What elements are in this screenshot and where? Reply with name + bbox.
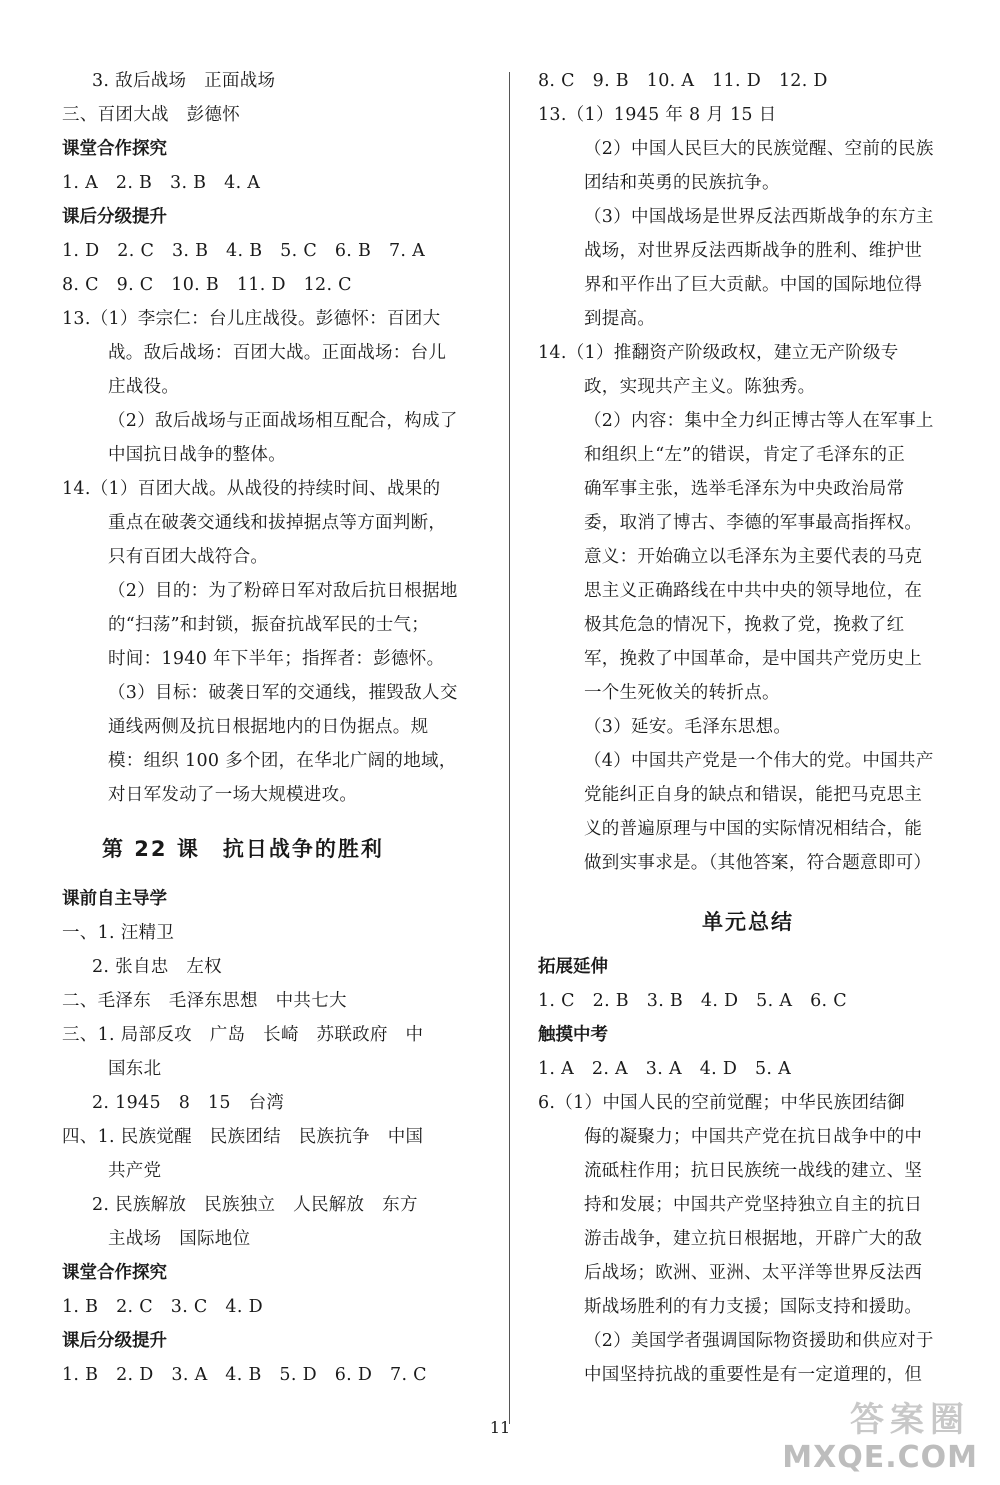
answer-line: 8. C 9. B 10. A 11. D 12. D	[538, 71, 828, 91]
answer-line: 思主义正确路线在中共中央的领导地位，在	[584, 581, 923, 601]
left-column-part-2	[62, 882, 482, 1392]
answer-line: 中国抗日战争的整体。	[108, 445, 286, 465]
right-column	[538, 64, 958, 1392]
answer-line: 和组织上“左”的错误，肯定了毛泽东的正	[584, 445, 906, 465]
section-heading: 课后分级提升	[62, 207, 167, 227]
answer-line: 斯战场胜利的有力支援；国际支持和援助。	[584, 1297, 923, 1317]
answer-line: 1. B 2. C 3. C 4. D	[62, 1297, 263, 1317]
answer-line: 中国坚持抗战的重要性是有一定道理的，但	[584, 1365, 923, 1385]
answer-line: 模：组织 100 多个团，在华北广阔的地域，	[108, 751, 457, 771]
answer-line: 侮的凝聚力；中国共产党在抗日战争中的中	[584, 1127, 923, 1147]
answer-line: 1. A 2. A 3. A 4. D 5. A	[538, 1059, 792, 1079]
answer-line: （2）中国人民巨大的民族觉醒、空前的民族	[584, 139, 934, 159]
answer-line: 委，取消了博古、李德的军事最高指挥权。	[584, 513, 923, 533]
answer-line: （2）目的：为了粉碎日军对敌后抗日根据地	[108, 581, 458, 601]
answer-line: 共产党	[108, 1161, 162, 1181]
column-divider	[509, 72, 510, 1424]
answer-line: 党能纠正自身的缺点和错误，能把马克思主	[584, 785, 923, 805]
answer-line: 8. C 9. C 10. B 11. D 12. C	[62, 275, 352, 295]
answer-line: 主战场 国际地位	[108, 1229, 251, 1249]
answer-line: 做到实事求是。（其他答案，符合题意即可）	[584, 853, 932, 873]
answer-line: 流砥柱作用；抗日民族统一战线的建立、坚	[584, 1161, 923, 1181]
answer-line: （3）延安。毛泽东思想。	[584, 717, 792, 737]
answer-line: 界和平作出了巨大贡献。中国的国际地位得	[584, 275, 923, 295]
answer-line: 战。敌后战场：百团大战。正面战场：台儿	[108, 343, 447, 363]
answer-line: 持和发展；中国共产党坚持独立自主的抗日	[584, 1195, 923, 1215]
answer-line: 到提高。	[584, 309, 656, 329]
answer-line: 2. 民族解放 民族独立 人民解放 东方	[92, 1195, 418, 1215]
answer-line: 1. C 2. B 3. B 4. D 5. A 6. C	[538, 991, 847, 1011]
answer-line: 庄战役。	[108, 377, 180, 397]
answer-line: 1. A 2. B 3. B 4. A	[62, 173, 261, 193]
right-column-part-2	[538, 950, 958, 1392]
answer-line: 的“扫荡”和封锁，振奋抗战军民的士气；	[108, 615, 430, 635]
answer-line: 时间：1940 年下半年；指挥者：彭德怀。	[108, 649, 445, 669]
unit-title: 单元总结	[702, 910, 794, 934]
answer-line: 13.（1）李宗仁：台儿庄战役。彭德怀：百团大	[62, 309, 441, 329]
answer-line: 1. B 2. D 3. A 4. B 5. D 6. D 7. C	[62, 1365, 427, 1385]
answer-line: 战场，对世界反法西斯战争的胜利、维护世	[584, 241, 923, 261]
answer-line: 确军事主张，选举毛泽东为中央政治局常	[584, 479, 905, 499]
answer-line: 义的普遍原理与中国的实际情况相结合，能	[584, 819, 923, 839]
left-column-part-1	[62, 64, 482, 812]
answer-line: （2）内容：集中全力纠正博古等人在军事上	[584, 411, 934, 431]
answer-line: 军，挽救了中国革命，是中国共产党历史上	[584, 649, 923, 669]
answer-line: 一个生死攸关的转折点。	[584, 683, 780, 703]
answer-line: 2. 1945 8 15 台湾	[92, 1093, 285, 1113]
answer-line: 意义：开始确立以毛泽东为主要代表的马克	[584, 547, 923, 567]
answer-line: 3. 敌后战场 正面战场	[92, 71, 276, 91]
section-heading: 课后分级提升	[62, 1331, 167, 1351]
section-heading: 课堂合作探究	[62, 1263, 167, 1283]
answer-line: 政，实现共产主义。陈独秀。	[584, 377, 816, 397]
answer-line: 2. 张自忠 左权	[92, 957, 222, 977]
page-number: 11	[489, 1418, 511, 1437]
answer-line: 1. D 2. C 3. B 4. B 5. C 6. B 7. A	[62, 241, 426, 261]
answer-line: 团结和英勇的民族抗争。	[584, 173, 780, 193]
answer-line: （2）敌后战场与正面战场相互配合，构成了	[108, 411, 458, 431]
answer-line: 国东北	[108, 1059, 162, 1079]
answer-line: 三、1. 局部反攻 广岛 长崎 苏联政府 中	[62, 1025, 424, 1045]
answer-line: 6.（1）中国人民的空前觉醒；中华民族团结御	[538, 1093, 905, 1113]
section-heading: 课前自主导学	[62, 889, 167, 909]
lesson-title: 第 22 课 抗日战争的胜利	[102, 837, 384, 861]
section-heading: 拓展延伸	[538, 957, 608, 977]
answer-line: 二、毛泽东 毛泽东思想 中共七大	[62, 991, 347, 1011]
answer-line: 对日军发动了一场大规模进攻。	[108, 785, 358, 805]
answer-line: 只有百团大战符合。	[108, 547, 269, 567]
answer-line: 三、百团大战 彭德怀	[62, 105, 240, 125]
watermark-top-text: 答案圈	[850, 1400, 970, 1440]
section-heading: 触摸中考	[538, 1025, 608, 1045]
answer-line: 14.（1）百团大战。从战役的持续时间、战果的	[62, 479, 441, 499]
answer-line: 极其危急的情况下，挽救了党，挽救了红	[584, 615, 905, 635]
answer-line: 13.（1）1945 年 8 月 15 日	[538, 105, 777, 125]
answer-line: 四、1. 民族觉醒 民族团结 民族抗争 中国	[62, 1127, 424, 1147]
section-heading: 课堂合作探究	[62, 139, 167, 159]
answer-line: 后战场；欧洲、亚洲、太平洋等世界反法西	[584, 1263, 923, 1283]
answer-line: 14.（1）推翻资产阶级政权，建立无产阶级专	[538, 343, 899, 363]
answer-line: 游击战争，建立抗日根据地，开辟广大的敌	[584, 1229, 923, 1249]
answer-line: 通线两侧及抗日根据地内的日伪据点。规	[108, 717, 429, 737]
answer-line: （3）目标：破袭日军的交通线，摧毁敌人交	[108, 683, 458, 703]
left-column	[62, 64, 482, 1392]
answer-line: （4）中国共产党是一个伟大的党。中国共产	[584, 751, 934, 771]
watermark-url-text: MXQE.COM	[782, 1440, 978, 1475]
right-column-part-1	[538, 64, 958, 880]
answer-line: 一、1. 汪精卫	[62, 923, 175, 943]
answer-line: （2）美国学者强调国际物资援助和供应对于	[584, 1331, 934, 1351]
answer-line: 重点在破袭交通线和拔掉据点等方面判断，	[108, 513, 447, 533]
answer-line: （3）中国战场是世界反法西斯战争的东方主	[584, 207, 934, 227]
